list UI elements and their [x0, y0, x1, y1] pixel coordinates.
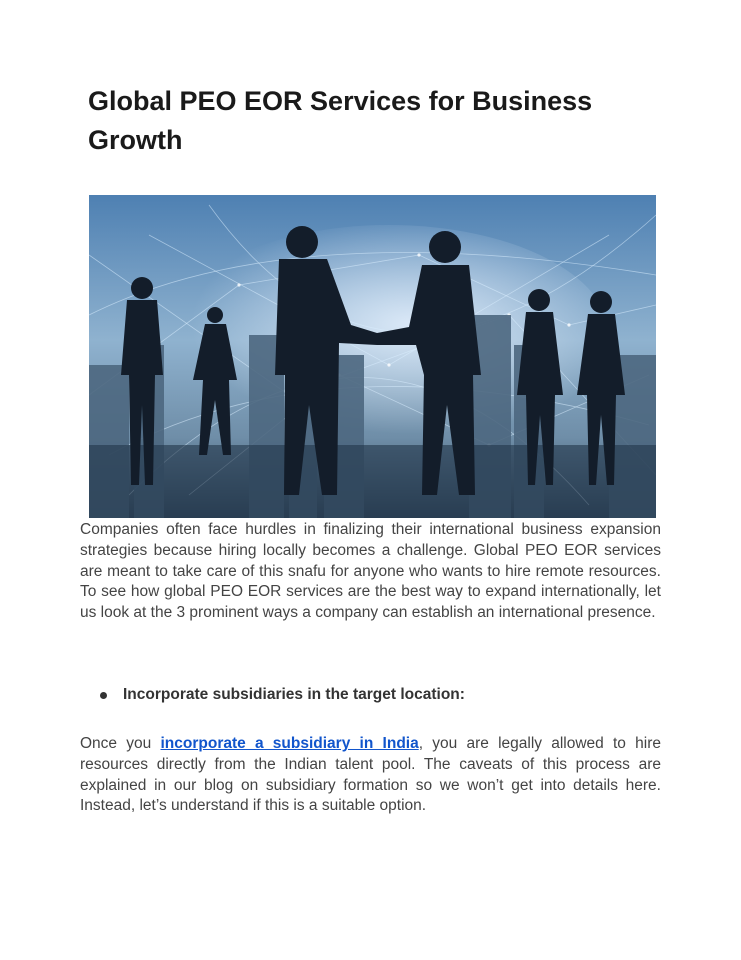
- body-text-end: , you are legally allowed to hire resources directly from the Indian talent pool. The caveats of this process are explained in our blog on subsidiary formation so we won’t get into details here. Instead, let’s understand if this is a suitable option.: [80, 735, 661, 815]
- hero-image: [89, 195, 656, 518]
- bullet-item: [100, 686, 465, 704]
- page-title: Global PEO EOR Services for Business Growth: [88, 86, 593, 155]
- body-text-start: Once you: [80, 735, 161, 752]
- subsidiary-india-link[interactable]: incorporate a subsidiary in India: [160, 735, 419, 752]
- intro-paragraph: Companies often face hurdles in finalizing their international business expansion strategies because hiring locally becomes a challenge. Global PEO EOR services are meant to take care of this snafu for anyone who wants to hire remote resources. To see how global PEO EOR services are the best way to expand internationally, let us look at the 3 prominent ways a company can establish an international presence.: [80, 521, 661, 622]
- body-paragraph: [80, 734, 661, 817]
- bullet-heading: Incorporate subsidiaries in the target location:: [123, 686, 465, 703]
- bullet-dot-icon: [100, 692, 107, 699]
